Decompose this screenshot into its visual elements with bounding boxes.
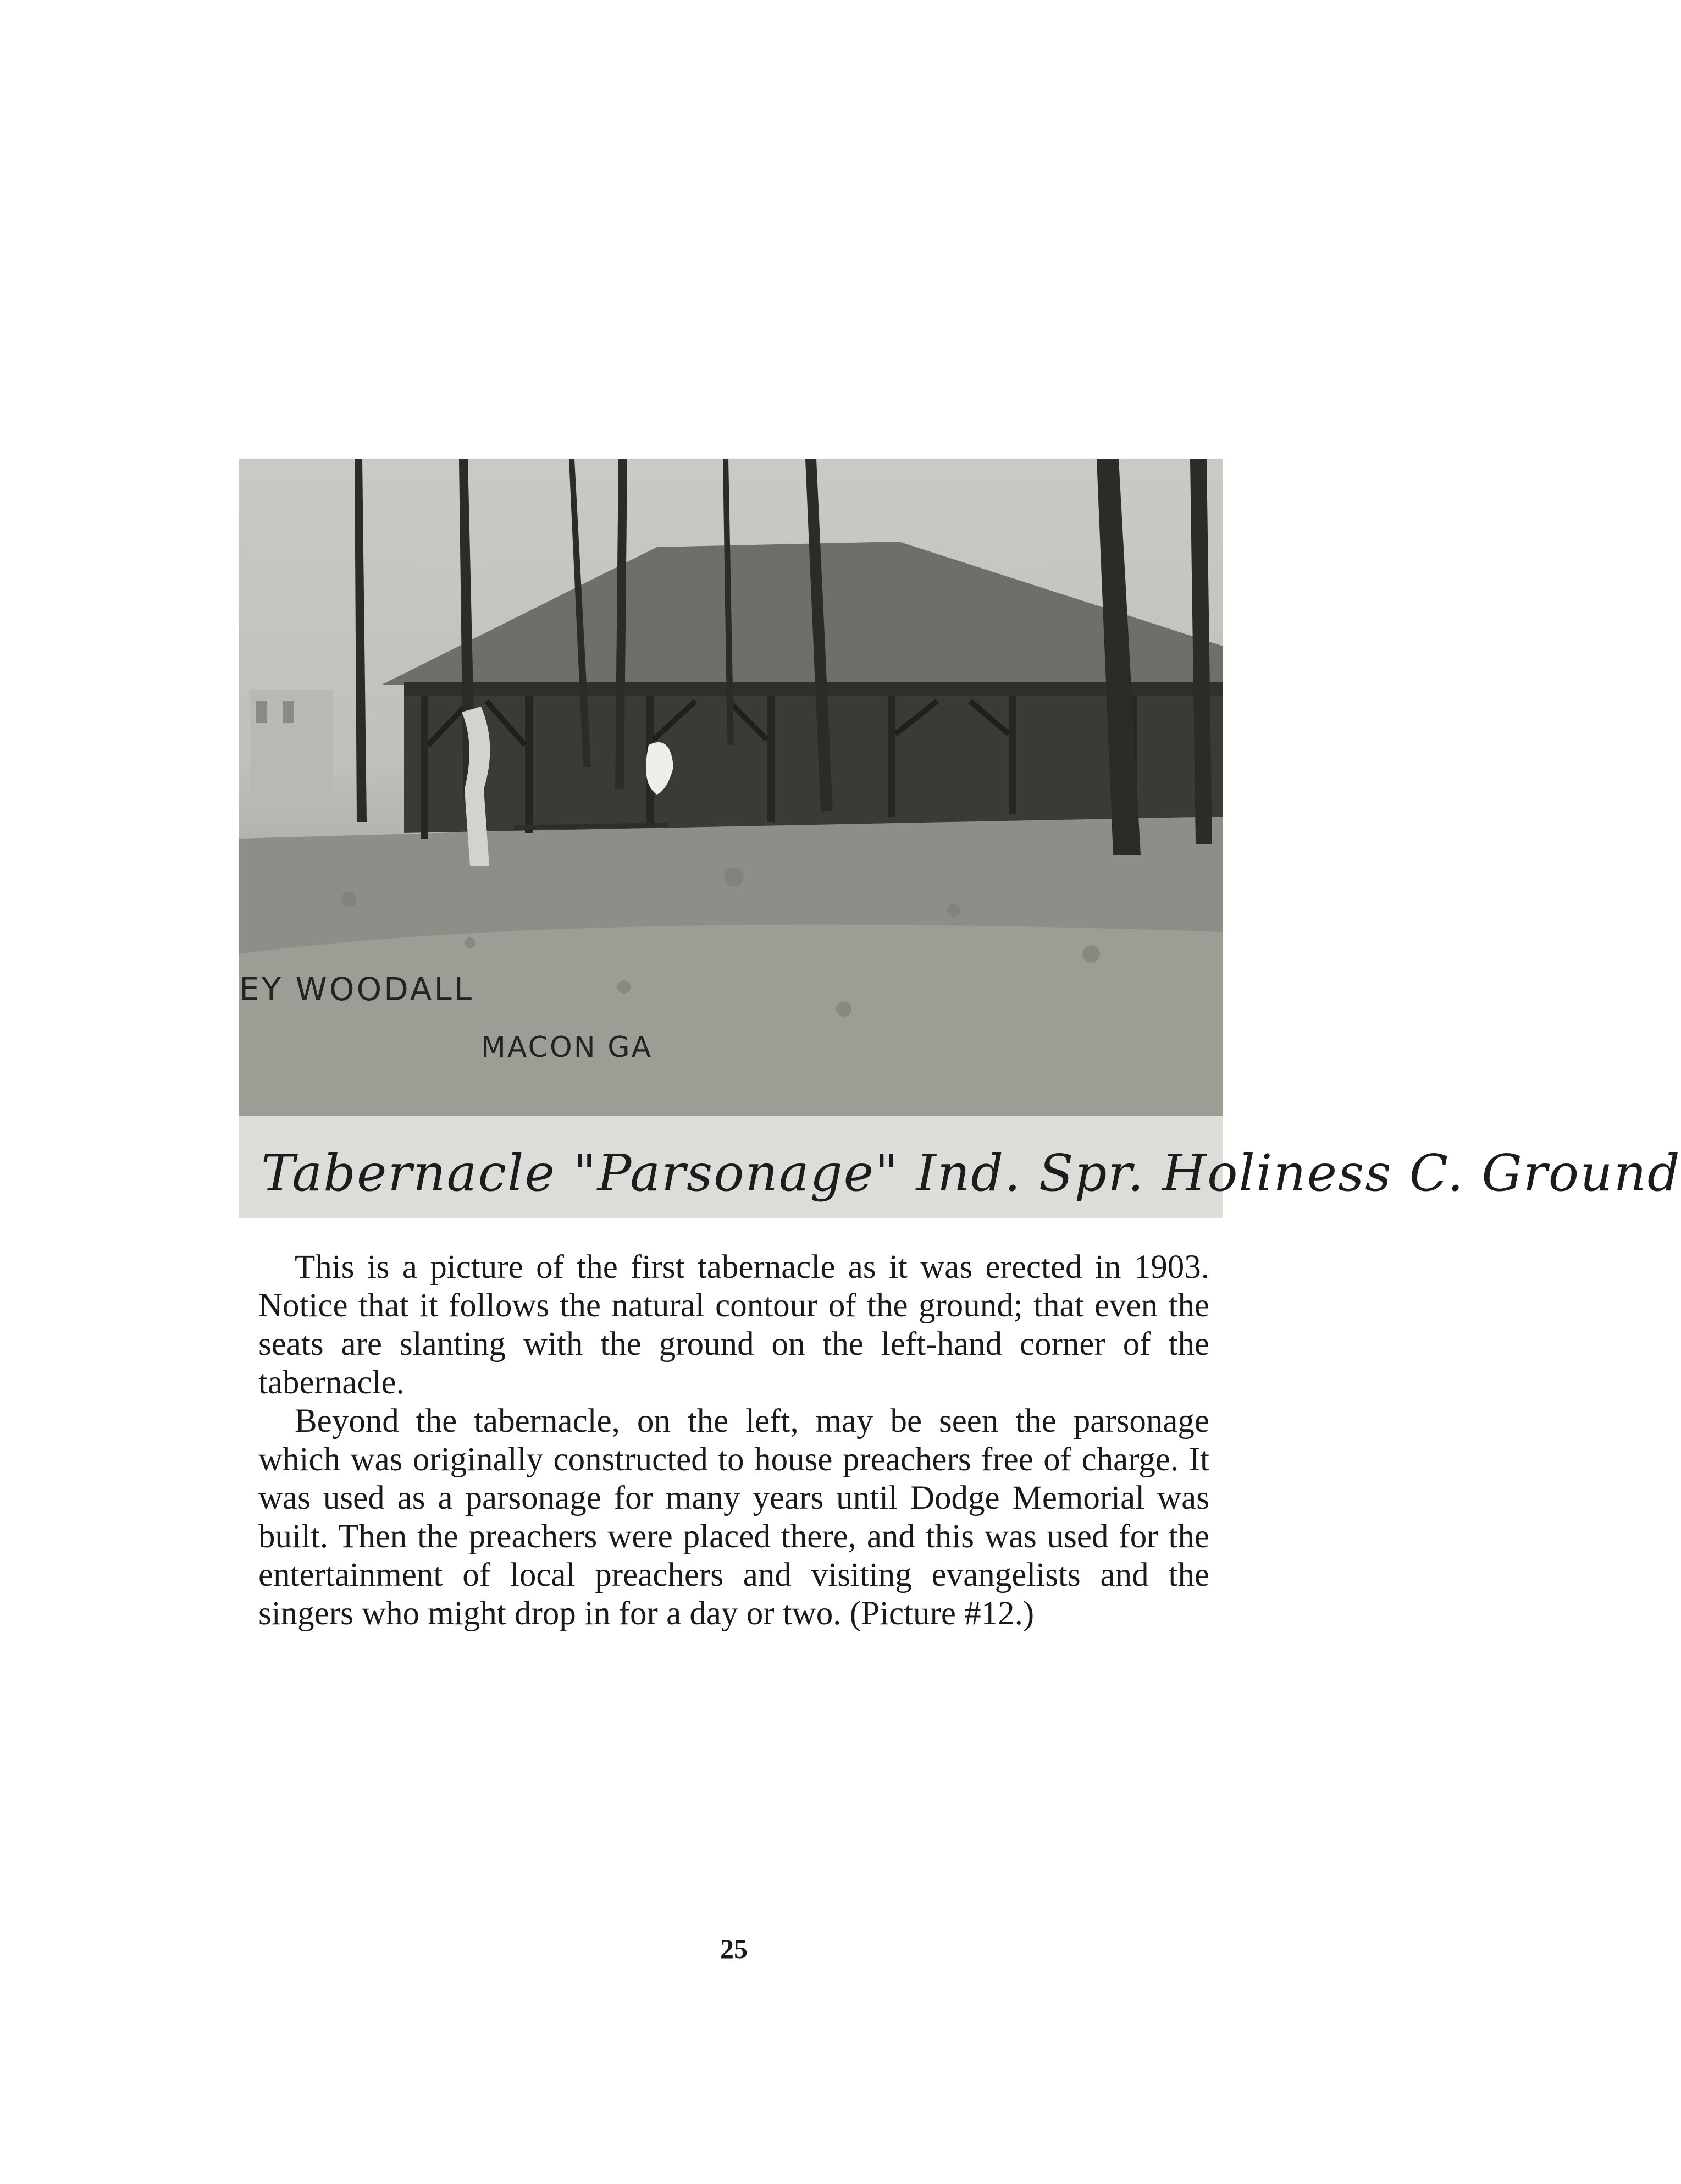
photographer-stamp-name: EY WOODALL bbox=[239, 970, 474, 1008]
body-text bbox=[258, 1248, 1209, 1633]
photographer-stamp-town: MACON GA bbox=[481, 1031, 653, 1064]
paragraph-1: This is a picture of the first tabernacle as it was erected in 1903. Notice that it follows the natural contour of the ground; that even the seats are slanting with the ground on the left-hand corner of the tabernacle. bbox=[258, 1249, 1209, 1401]
tabernacle-photo-icon bbox=[239, 459, 1223, 1218]
photo-caption: Tabernacle "Parsonage" Ind. Spr. Holiness C. Ground bbox=[261, 1144, 1681, 1203]
paragraph-2: Beyond the tabernacle, on the left, may be seen the parsonage which was originally constructed to house preachers free of charge. It was used as a parsonage for many years until Dodge Memorial was built. Then the preachers were placed there, and this was used for the entertainment of local preachers and visiting evangelists and the singers who might drop in for a day or two. (Picture #12.) bbox=[258, 1403, 1209, 1632]
tabernacle-photo bbox=[239, 459, 1681, 1218]
page-number: 25 bbox=[720, 1933, 748, 1964]
